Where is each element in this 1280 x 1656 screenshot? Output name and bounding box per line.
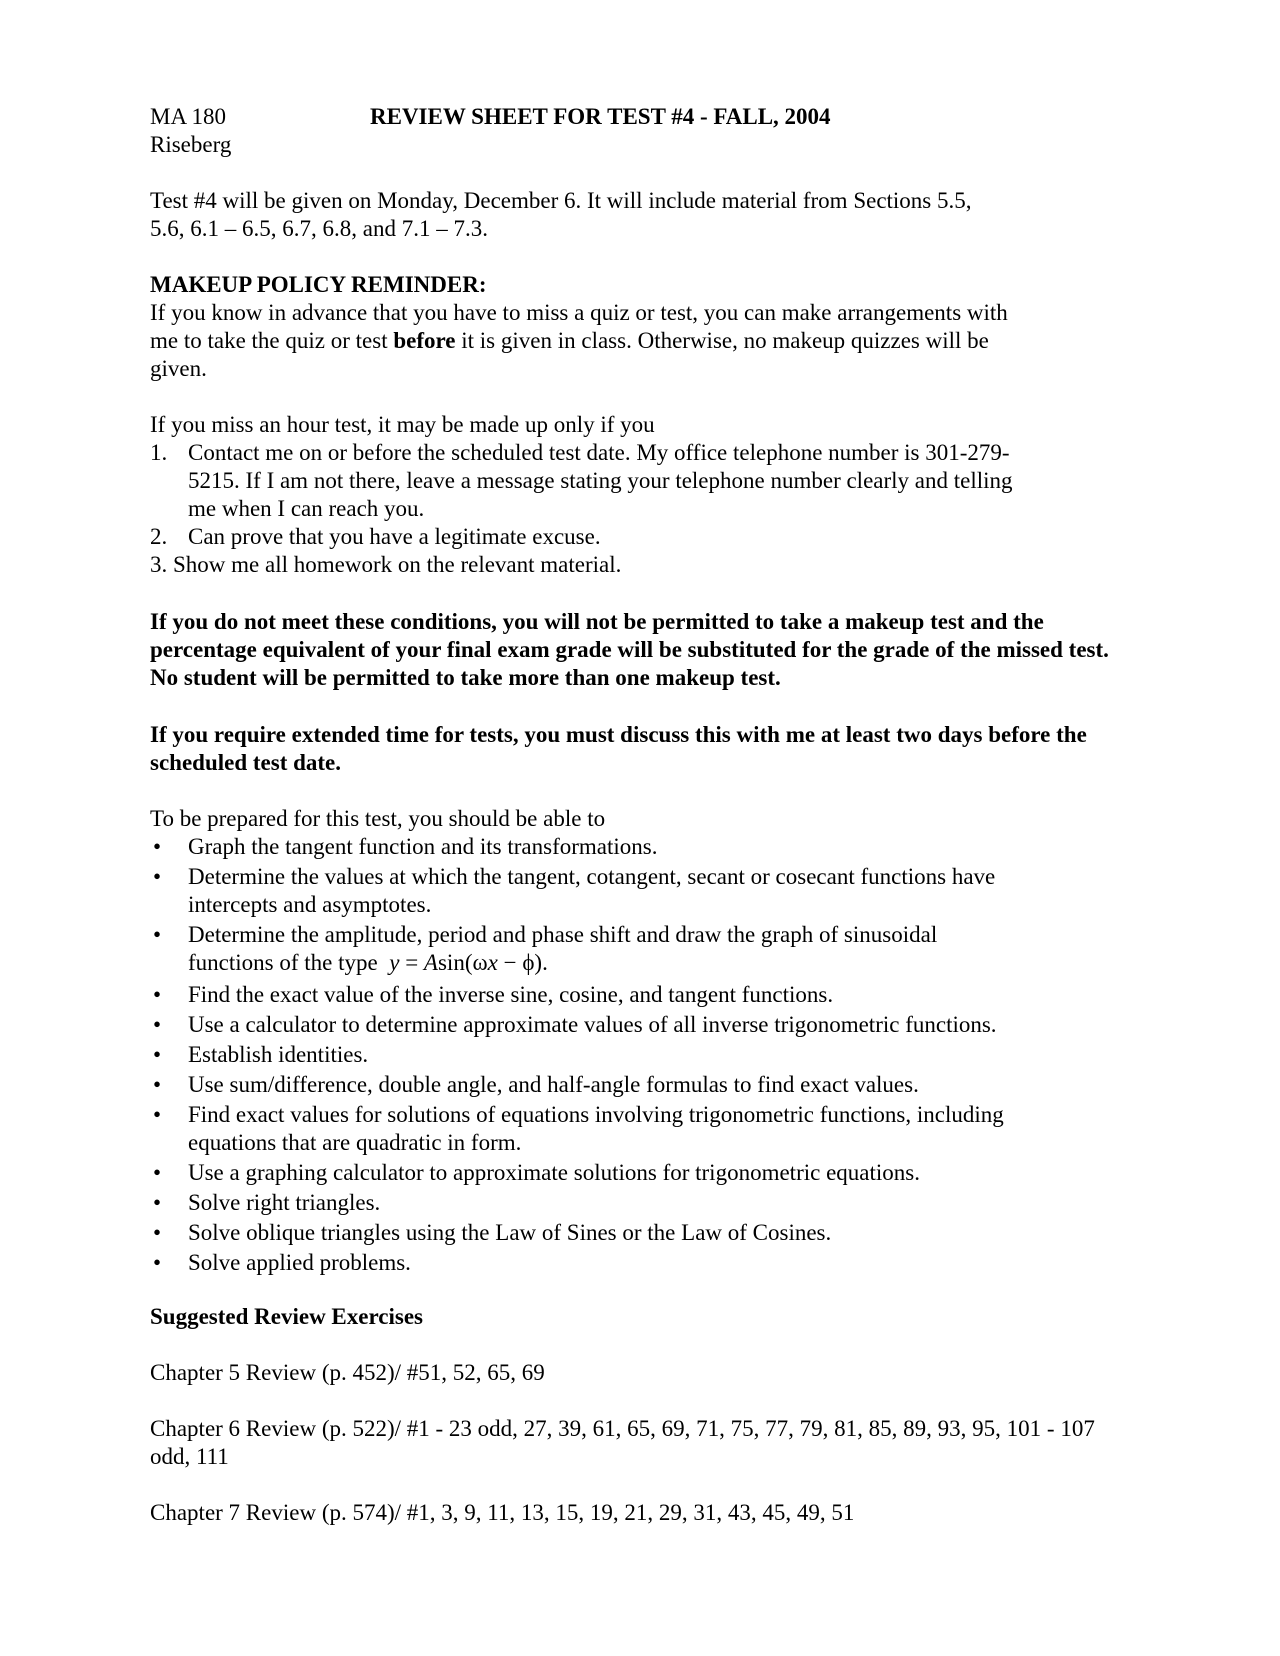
chapter-5-review: Chapter 5 Review (p. 452)/ #51, 52, 65, 69 <box>150 1360 545 1385</box>
extended-time-notice: If you require extended time for tests, you must discuss this with me at least two days before the scheduled test date. <box>150 722 1087 775</box>
instructor-name: Riseberg <box>150 132 232 157</box>
chapter-7-review: Chapter 7 Review (p. 574)/ #1, 3, 9, 11, 13, 15, 19, 21, 29, 31, 43, 45, 49, 51 <box>150 1500 855 1525</box>
list-item <box>150 1249 1010 1277</box>
list-item-text: Solve applied problems. <box>188 1250 411 1275</box>
list-item-text: Solve oblique triangles using the Law of Sines or the Law of Cosines. <box>188 1220 832 1245</box>
list-item-text: Use a calculator to determine approximate values of all inverse trigonometric functions. <box>188 1012 997 1037</box>
list-item <box>150 551 1140 579</box>
bullet-icon: • <box>152 1190 162 1215</box>
list-item <box>150 981 1010 1009</box>
list-item-text: Determine the amplitude, period and phase shift and draw the graph of sinusoidal functions of the type <box>188 922 938 975</box>
review-heading: Suggested Review Exercises <box>150 1304 423 1329</box>
makeup-text-after: it is given in class. Otherwise, no makeup quizzes will be given. <box>150 328 989 381</box>
list-item <box>150 833 1010 861</box>
review-section <box>150 1303 1140 1527</box>
conditions-warning: If you do not meet these conditions, you will not be permitted to take a makeup test and the percentage equivalent of your final exam grade will be substituted for the grade of the missed test. No student will be permitted to take more than one makeup test. <box>150 609 1109 690</box>
hour-test-lead: If you miss an hour test, it may be made up only if you <box>150 412 655 437</box>
hour-test-section <box>150 411 1140 579</box>
makeup-section <box>150 271 1140 383</box>
header-row <box>150 103 1140 131</box>
bullet-icon: • <box>152 864 162 889</box>
list-item <box>150 1071 1010 1099</box>
bullet-icon: • <box>152 1102 162 1127</box>
makeup-text-before: If you know in advance that you have to miss a quiz or test, you can make arrangements with me to take the quiz or test <box>150 300 1008 353</box>
prepared-section <box>150 805 1140 1277</box>
list-item-text: Find exact values for solutions of equations involving trigonometric functions, including equations that are quadratic in form. <box>188 1102 1004 1155</box>
list-item <box>150 439 1038 523</box>
list-item <box>150 1011 1010 1039</box>
bullet-icon: • <box>152 1250 162 1275</box>
page-title: REVIEW SHEET FOR TEST #4 - FALL, 2004 <box>370 104 831 129</box>
bullet-icon: • <box>152 1160 162 1185</box>
list-marker: 2. <box>150 524 168 549</box>
list-item-text: Contact me on or before the scheduled test date. My office telephone number is 301-279-5215. If I am not there, leave a message stating your telephone number clearly and telling me when I can reach you. <box>188 440 1013 521</box>
chapter-6-review: Chapter 6 Review (p. 522)/ #1 - 23 odd, 27, 39, 61, 65, 69, 71, 75, 77, 79, 81, 85, 89, 93, 95, 101 - 107 odd, 111 <box>150 1416 1095 1469</box>
bullet-icon: • <box>152 1072 162 1097</box>
intro-paragraph: Test #4 will be given on Monday, December 6. It will include material from Sections 5.5, 5.6, 6.1 – 6.5, 6.7, 6.8, and 7.1 – 7.3. <box>150 188 972 241</box>
list-item-text: Show me all homework on the relevant material. <box>173 552 622 577</box>
list-item-text: Find the exact value of the inverse sine, cosine, and tangent functions. <box>188 982 834 1007</box>
list-item <box>150 921 1010 977</box>
list-item-text: Determine the values at which the tangent, cotangent, secant or cosecant functions have intercepts and asymptotes. <box>188 864 996 917</box>
list-item-text: Solve right triangles. <box>188 1190 381 1215</box>
bullet-icon: • <box>152 1042 162 1067</box>
list-marker: 1. <box>150 440 168 465</box>
makeup-heading: MAKEUP POLICY REMINDER: <box>150 272 487 297</box>
bullet-icon: • <box>152 1012 162 1037</box>
list-item <box>150 1041 1010 1069</box>
bullet-icon: • <box>152 922 162 947</box>
list-item <box>150 523 1140 551</box>
list-item-text: Use sum/difference, double angle, and half-angle formulas to find exact values. <box>188 1072 919 1097</box>
document-page <box>150 103 1140 1527</box>
list-item <box>150 1189 1010 1217</box>
prepared-lead: To be prepared for this test, you should be able to <box>150 806 606 831</box>
list-item <box>150 1159 1010 1187</box>
list-item <box>150 1219 1010 1247</box>
hour-test-list <box>150 439 1140 579</box>
list-item-text: Establish identities. <box>188 1042 369 1067</box>
bullet-icon: • <box>152 834 162 859</box>
list-item-text: Graph the tangent function and its transformations. <box>188 834 658 859</box>
bullet-icon: • <box>152 1220 162 1245</box>
bullet-icon: • <box>152 982 162 1007</box>
sinusoid-formula: y = Asin(ωx − ϕ). <box>389 950 548 975</box>
list-marker: 3. <box>150 552 168 577</box>
makeup-text-bold: before <box>393 328 456 353</box>
makeup-paragraph <box>150 299 1030 383</box>
list-item <box>150 863 1010 919</box>
list-item <box>150 1101 1010 1157</box>
list-item-text: Can prove that you have a legitimate excuse. <box>188 524 601 549</box>
list-item-text: Use a graphing calculator to approximate solutions for trigonometric equations. <box>188 1160 920 1185</box>
course-code: MA 180 <box>150 104 227 129</box>
skills-list <box>150 833 1010 1277</box>
